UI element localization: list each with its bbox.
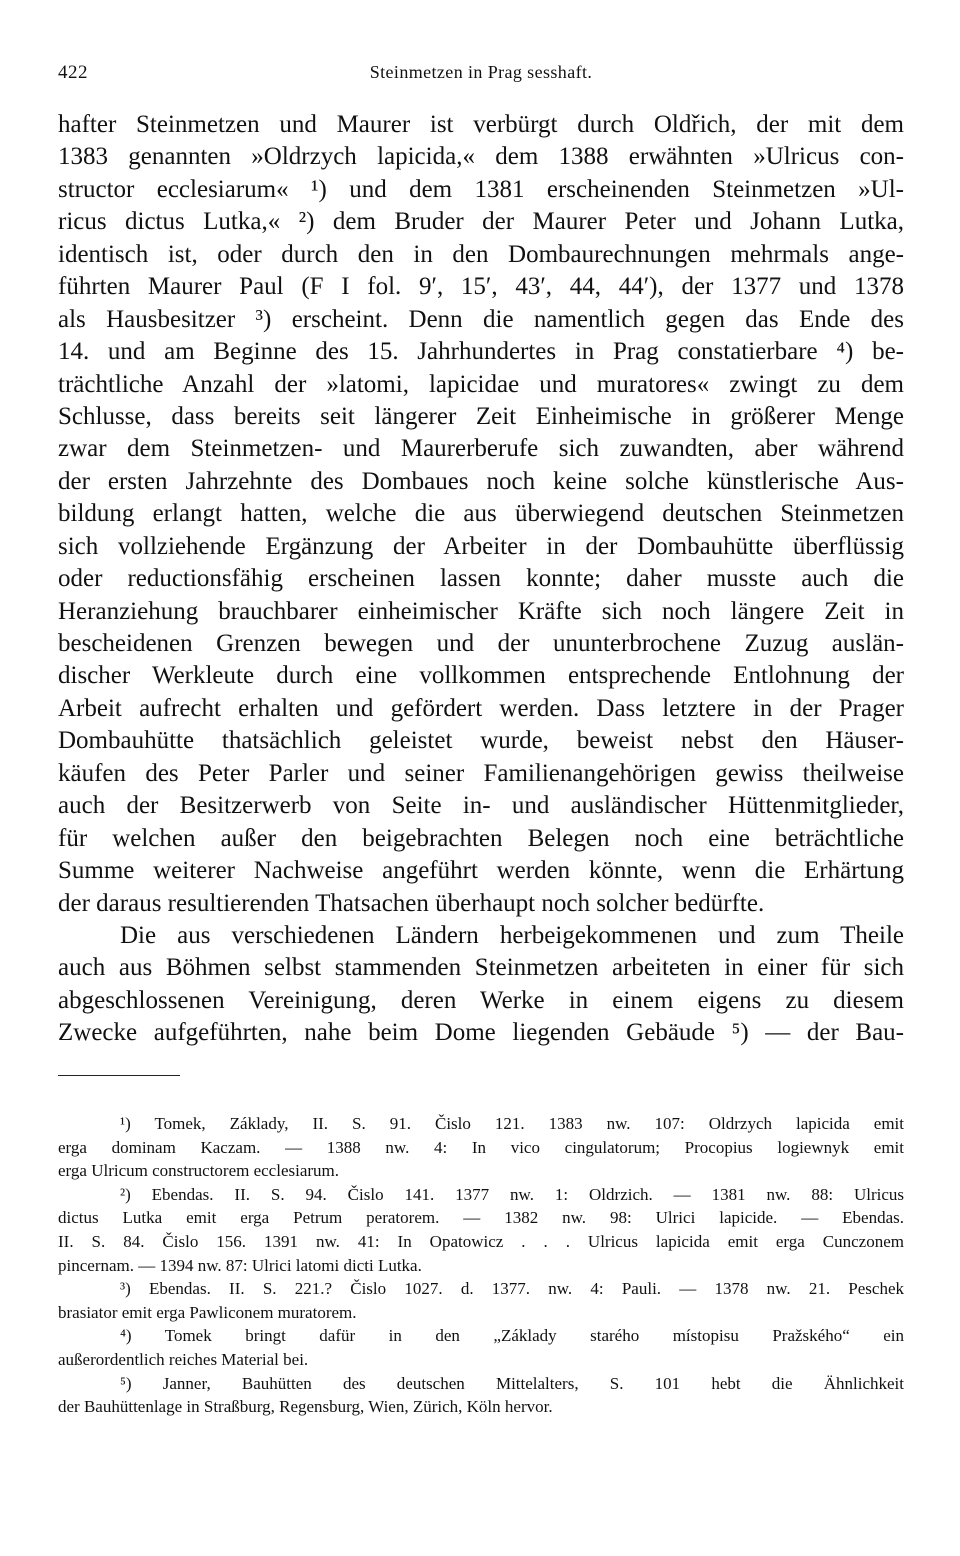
text-line: Arbeit aufrecht erhalten und gefördert werden. Dass letztere in der Prager bbox=[58, 694, 904, 722]
footnote-divider bbox=[58, 1075, 180, 1076]
page-header bbox=[58, 62, 904, 86]
text-line: auch aus Böhmen selbst stammenden Steinmetzen arbeiteten in einer für sich bbox=[58, 954, 904, 982]
footnote-line: II. S. 84. Čislo 156. 1391 nw. 41: In Opatowicz . . . Ulricus lapicida emit erga Cunczonem bbox=[58, 1231, 904, 1251]
text-line: discher Werkleute durch eine vollkommen entsprechende Entlohnung der bbox=[58, 662, 904, 690]
text-line: 14. und am Beginne des 15. Jahrhundertes in Prag constatierbare ⁴) be- bbox=[58, 338, 904, 366]
footnote-line: dictus Lutka emit erga Petrum peratorem. — 1382 nw. 98: Ulrici lapicide. — Ebendas. bbox=[58, 1208, 904, 1228]
text-line: Dombauhütte thatsächlich geleistet wurde, beweist nebst den Häuser- bbox=[58, 727, 904, 755]
body-text bbox=[58, 109, 904, 1050]
text-line: käufen des Peter Parler und seiner Familienangehörigen gewiss theilweise bbox=[58, 759, 904, 787]
text-line: 1383 genannten »Oldrzych lapicida,« dem 1388 erwähnten »Ulricus con- bbox=[58, 143, 904, 171]
footnote-line: ²) Ebendas. II. S. 94. Čislo 141. 1377 nw. 1: Oldrzich. — 1381 nw. 88: Ulricus bbox=[120, 1184, 904, 1204]
text-line: identisch ist, oder durch den in den Dombaurechnungen mehrmals ange- bbox=[58, 240, 904, 268]
footnote-line: der Bauhüttenlage in Straßburg, Regensburg, Wien, Zürich, Köln hervor. bbox=[58, 1397, 553, 1417]
text-line: der ersten Jahrzehnte des Dombaues noch keine solche künstlerische Aus- bbox=[58, 467, 904, 495]
footnote-line: pincernam. — 1394 nw. 87: Ulrici latomi dicti Lutka. bbox=[58, 1255, 422, 1275]
text-line: structor ecclesiarum« ¹) und dem 1381 erscheinenden Steinmetzen »Ul- bbox=[58, 175, 904, 203]
page-number: 422 bbox=[58, 62, 88, 83]
text-line: bescheidenen Grenzen bewegen und der ununterbrochene Zuzug auslän- bbox=[58, 630, 904, 657]
text-line: führten Maurer Paul (F I fol. 9ʹ, 15ʹ, 43ʹ, 44, 44ʹ), der 1377 und 1378 bbox=[58, 273, 904, 301]
text-line: Zwecke aufgeführten, nahe beim Dome liegenden Gebäude ⁵) — der Bau- bbox=[58, 1019, 904, 1047]
footnote-line: erga dominam Kaczam. — 1388 nw. 4: In vico cingulatorum; Procopius logiewnyk emit bbox=[58, 1137, 904, 1157]
running-title: Steinmetzen in Prag sesshaft. bbox=[369, 62, 593, 82]
footnote-line: ⁵) Janner, Bauhütten des deutschen Mittelalters, S. 101 hebt die Ähnlichkeit bbox=[120, 1373, 904, 1393]
text-line: Heranziehung brauchbarer einheimischer Kräfte sich noch längere Zeit in bbox=[58, 597, 904, 625]
footnote-line: außerordentlich reiches Material bei. bbox=[58, 1349, 309, 1369]
text-line: der daraus resultierenden Thatsachen überhaupt noch solcher bedürfte. bbox=[58, 889, 765, 917]
footnotes bbox=[58, 1112, 904, 1419]
text-line: ricus dictus Lutka,« ²) dem Bruder der Maurer Peter und Johann Lutka, bbox=[58, 208, 904, 236]
text-line: auch der Besitzerwerb von Seite in- und ausländischer Hüttenmitglieder, bbox=[58, 792, 904, 820]
text-line: als Hausbesitzer ³) erscheint. Denn die namentlich gegen das Ende des bbox=[58, 305, 904, 333]
footnote-line: ³) Ebendas. II. S. 221.? Čislo 1027. d. 1377. nw. 4: Pauli. — 1378 nw. 21. Peschek bbox=[120, 1279, 904, 1299]
text-line: abgeschlossenen Vereinigung, deren Werke in einem eigens zu diesem bbox=[58, 986, 904, 1014]
text-line: sich vollziehende Ergänzung der Arbeiter in der Dombauhütte überflüssig bbox=[58, 532, 904, 560]
text-line: oder reductionsfähig erscheinen lassen konnte; daher musste auch die bbox=[58, 565, 904, 593]
footnote-line: ⁴) Tomek bringt dafür in den „Základy starého místopisu Pražského“ ein bbox=[120, 1326, 904, 1346]
text-line: bildung erlangt hatten, welche die aus überwiegend deutschen Steinmetzen bbox=[58, 500, 904, 528]
text-line: trächtliche Anzahl der »latomi, lapicidae und muratores« zwingt zu dem bbox=[58, 370, 904, 398]
text-line: Die aus verschiedenen Ländern herbeigekommenen und zum Theile bbox=[120, 921, 904, 949]
footnote-line: erga Ulricum constructorem ecclesiarum. bbox=[58, 1161, 340, 1181]
text-line: für welchen außer den beigebrachten Belegen noch eine beträchtliche bbox=[58, 824, 904, 852]
footnote-line: brasiator emit erga Pawliconem muratorem. bbox=[58, 1302, 357, 1322]
text-line: zwar dem Steinmetzen- und Maurerberufe sich zuwandten, aber während bbox=[58, 435, 904, 463]
text-line: Summe weiterer Nachweise angeführt werden könnte, wenn die Erhärtung bbox=[58, 857, 904, 885]
text-line: hafter Steinmetzen und Maurer ist verbürgt durch Oldřich, der mit dem bbox=[58, 111, 904, 138]
text-line: Schlusse, dass bereits seit längerer Zeit Einheimische in größerer Menge bbox=[58, 402, 904, 430]
footnote-line: ¹) Tomek, Základy, II. S. 91. Čislo 121. 1383 nw. 107: Oldrzych lapicida emit bbox=[120, 1114, 904, 1133]
